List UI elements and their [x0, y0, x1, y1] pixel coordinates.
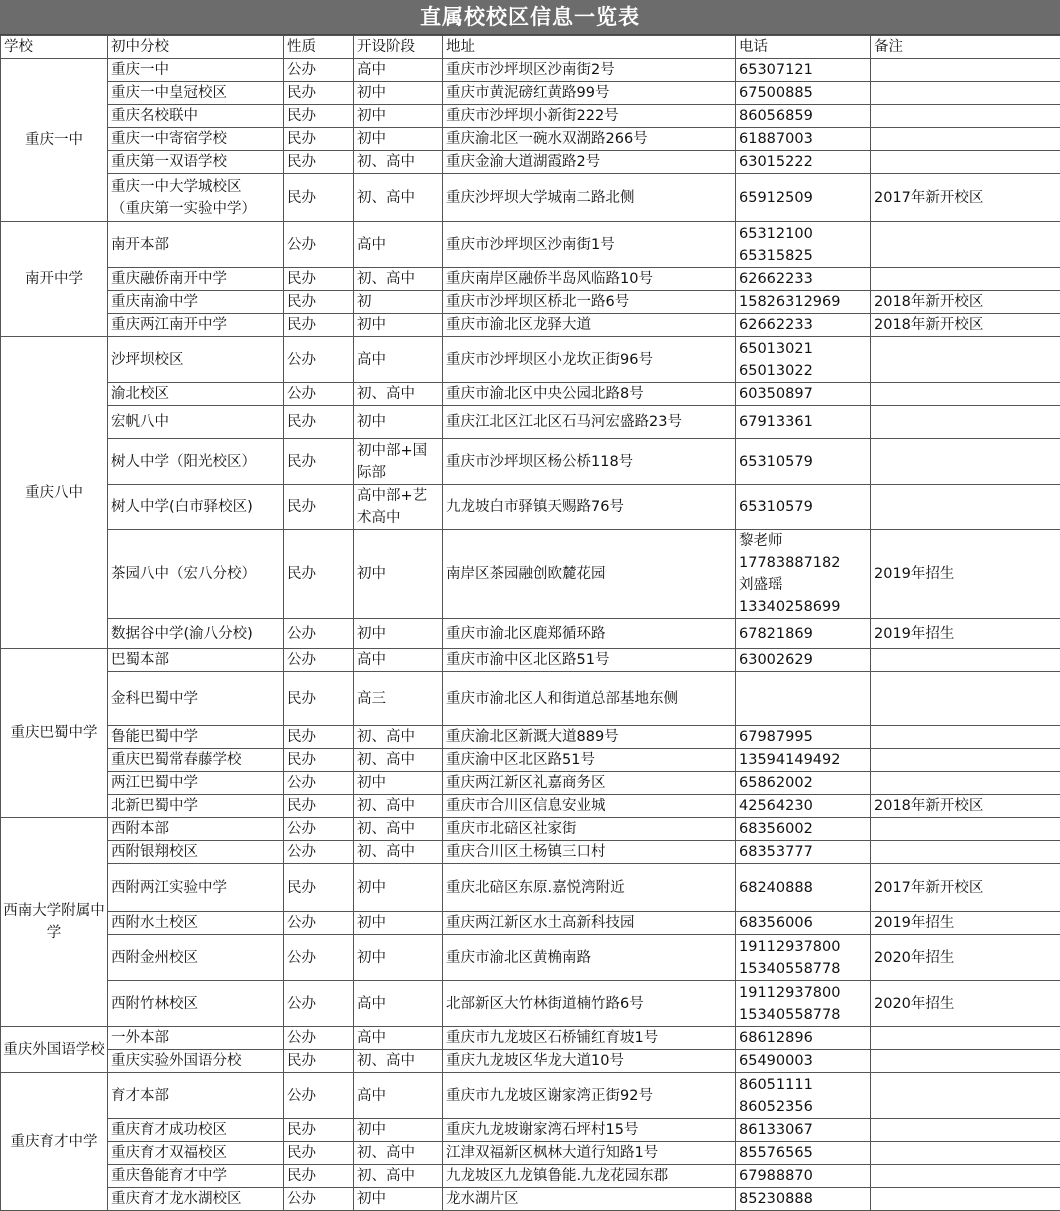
address-cell: 重庆市九龙坡区谢家湾正街92号	[443, 1073, 736, 1119]
note-cell: 2018年新开校区	[871, 291, 1060, 314]
campus-cell: 宏帆八中	[108, 406, 284, 439]
stage-cell: 初中	[354, 105, 443, 128]
stage-cell: 初、高中	[354, 151, 443, 174]
type-cell: 民办	[284, 406, 354, 439]
type-cell: 公办	[284, 1027, 354, 1050]
table-row	[1, 174, 1060, 222]
school-cell: 重庆育才中学	[1, 1073, 108, 1211]
note-cell	[871, 1119, 1060, 1142]
table-row	[1, 841, 1060, 864]
stage-cell: 初中	[354, 772, 443, 795]
phone-cell: 13594149492	[736, 749, 871, 772]
campus-cell: 南开本部	[108, 222, 284, 268]
table-row	[1, 151, 1060, 174]
campus-cell: 鲁能巴蜀中学	[108, 726, 284, 749]
address-cell: 重庆两江新区礼嘉商务区	[443, 772, 736, 795]
phone-cell: 68612896	[736, 1027, 871, 1050]
stage-cell: 初中	[354, 1119, 443, 1142]
table-row	[1, 749, 1060, 772]
table-row	[1, 406, 1060, 439]
stage-cell: 初、高中	[354, 1050, 443, 1073]
phone-cell: 67988870	[736, 1165, 871, 1188]
phone-cell: 63015222	[736, 151, 871, 174]
address-cell: 重庆金渝大道湖霞路2号	[443, 151, 736, 174]
type-cell: 民办	[284, 105, 354, 128]
campus-cell: 渝北校区	[108, 383, 284, 406]
address-cell: 九龙坡白市驿镇天赐路76号	[443, 485, 736, 530]
stage-cell: 高中部+艺术高中	[354, 485, 443, 530]
type-cell: 公办	[284, 59, 354, 82]
stage-cell: 高中	[354, 1073, 443, 1119]
type-cell: 公办	[284, 935, 354, 981]
phone-cell: 15826312969	[736, 291, 871, 314]
table-row	[1, 485, 1060, 530]
address-cell: 重庆渝中区北区路51号	[443, 749, 736, 772]
phone-cell: 67500885	[736, 82, 871, 105]
stage-cell: 初、高中	[354, 795, 443, 818]
note-cell: 2017年新开校区	[871, 174, 1060, 222]
type-cell: 民办	[284, 1050, 354, 1073]
campus-cell: 重庆一中大学城校区 （重庆第一实验中学）	[108, 174, 284, 222]
note-cell: 2020年招生	[871, 981, 1060, 1027]
table-row	[1, 268, 1060, 291]
stage-cell: 初、高中	[354, 1142, 443, 1165]
stage-cell: 初中	[354, 912, 443, 935]
table-row	[1, 912, 1060, 935]
address-cell: 重庆市渝北区中央公园北路8号	[443, 383, 736, 406]
type-cell: 公办	[284, 912, 354, 935]
note-cell	[871, 649, 1060, 672]
note-cell	[871, 268, 1060, 291]
stage-cell: 初、高中	[354, 818, 443, 841]
table-row	[1, 818, 1060, 841]
table-row	[1, 1027, 1060, 1050]
table-row	[1, 772, 1060, 795]
phone-cell: 65013021 65013022	[736, 337, 871, 383]
phone-cell: 86051111 86052356	[736, 1073, 871, 1119]
phone-cell: 63002629	[736, 649, 871, 672]
address-cell: 重庆市北碚区社家街	[443, 818, 736, 841]
phone-cell: 65310579	[736, 439, 871, 485]
type-cell: 民办	[284, 726, 354, 749]
campus-cell: 育才本部	[108, 1073, 284, 1119]
note-cell: 2018年新开校区	[871, 795, 1060, 818]
note-cell	[871, 1165, 1060, 1188]
campus-cell: 西附水土校区	[108, 912, 284, 935]
campus-cell: 西附银翔校区	[108, 841, 284, 864]
type-cell: 民办	[284, 1119, 354, 1142]
campus-cell: 西附竹林校区	[108, 981, 284, 1027]
address-cell: 重庆市沙坪坝区桥北一路6号	[443, 291, 736, 314]
address-cell: 重庆市沙坪坝小新街222号	[443, 105, 736, 128]
stage-cell: 初、高中	[354, 841, 443, 864]
campus-cell: 数据谷中学(渝八分校)	[108, 619, 284, 649]
type-cell: 民办	[284, 128, 354, 151]
address-cell: 南岸区茶园融创欧麓花园	[443, 530, 736, 619]
table-row	[1, 649, 1060, 672]
note-cell	[871, 1050, 1060, 1073]
note-cell	[871, 337, 1060, 383]
school-cell: 重庆外国语学校	[1, 1027, 108, 1073]
note-cell	[871, 59, 1060, 82]
type-cell: 公办	[284, 772, 354, 795]
table-row	[1, 981, 1060, 1027]
type-cell: 公办	[284, 383, 354, 406]
header-phone: 电话	[736, 36, 871, 59]
address-cell: 重庆市渝北区人和街道总部基地东侧	[443, 672, 736, 726]
phone-cell: 60350897	[736, 383, 871, 406]
phone-cell: 黎老师 17783887182 刘盛瑶 13340258699	[736, 530, 871, 619]
type-cell: 民办	[284, 291, 354, 314]
campus-cell: 两江巴蜀中学	[108, 772, 284, 795]
table-row	[1, 383, 1060, 406]
phone-cell	[736, 672, 871, 726]
address-cell: 重庆沙坪坝大学城南二路北侧	[443, 174, 736, 222]
campus-cell: 北新巴蜀中学	[108, 795, 284, 818]
table-row	[1, 1188, 1060, 1211]
type-cell: 民办	[284, 485, 354, 530]
note-cell	[871, 151, 1060, 174]
stage-cell: 初中	[354, 82, 443, 105]
phone-cell: 19112937800 15340558778	[736, 981, 871, 1027]
address-cell: 江津双福新区枫林大道行知路1号	[443, 1142, 736, 1165]
campus-cell: 重庆融侨南开中学	[108, 268, 284, 291]
type-cell: 民办	[284, 82, 354, 105]
stage-cell: 初	[354, 291, 443, 314]
stage-cell: 初、高中	[354, 1165, 443, 1188]
address-cell: 重庆南岸区融侨半岛风临路10号	[443, 268, 736, 291]
table-row	[1, 128, 1060, 151]
note-cell: 2018年新开校区	[871, 314, 1060, 337]
type-cell: 公办	[284, 841, 354, 864]
note-cell: 2019年招生	[871, 619, 1060, 649]
stage-cell: 高三	[354, 672, 443, 726]
phone-cell: 67821869	[736, 619, 871, 649]
note-cell	[871, 772, 1060, 795]
note-cell	[871, 1188, 1060, 1211]
phone-cell: 62662233	[736, 268, 871, 291]
campus-cell: 沙坪坝校区	[108, 337, 284, 383]
address-cell: 重庆市九龙坡区石桥铺红育坡1号	[443, 1027, 736, 1050]
table-row	[1, 935, 1060, 981]
document-title: 直属校校区信息一览表	[0, 0, 1060, 35]
campus-cell: 西附金州校区	[108, 935, 284, 981]
table-row	[1, 795, 1060, 818]
header-note: 备注	[871, 36, 1060, 59]
note-cell	[871, 105, 1060, 128]
campus-cell: 树人中学（阳光校区）	[108, 439, 284, 485]
phone-cell: 65312100 65315825	[736, 222, 871, 268]
stage-cell: 初中	[354, 406, 443, 439]
campus-cell: 重庆两江南开中学	[108, 314, 284, 337]
phone-cell: 65307121	[736, 59, 871, 82]
campus-cell: 重庆育才龙水湖校区	[108, 1188, 284, 1211]
campus-cell: 西附两江实验中学	[108, 864, 284, 912]
type-cell: 民办	[284, 1142, 354, 1165]
table-row	[1, 105, 1060, 128]
stage-cell: 高中	[354, 649, 443, 672]
address-cell: 重庆市沙坪坝区沙南街2号	[443, 59, 736, 82]
type-cell: 公办	[284, 1073, 354, 1119]
type-cell: 民办	[284, 530, 354, 619]
note-cell	[871, 672, 1060, 726]
address-cell: 重庆市沙坪坝区小龙坎正街96号	[443, 337, 736, 383]
address-cell: 九龙坡区九龙镇鲁能.九龙花园东郡	[443, 1165, 736, 1188]
stage-cell: 初、高中	[354, 726, 443, 749]
address-cell: 龙水湖片区	[443, 1188, 736, 1211]
stage-cell: 高中	[354, 981, 443, 1027]
header-school: 学校	[1, 36, 108, 59]
phone-cell: 85576565	[736, 1142, 871, 1165]
phone-cell: 65310579	[736, 485, 871, 530]
table-row	[1, 619, 1060, 649]
campus-cell: 重庆育才双福校区	[108, 1142, 284, 1165]
type-cell: 民办	[284, 268, 354, 291]
note-cell	[871, 1027, 1060, 1050]
type-cell: 公办	[284, 1188, 354, 1211]
school-cell: 重庆巴蜀中学	[1, 649, 108, 818]
campus-cell: 金科巴蜀中学	[108, 672, 284, 726]
note-cell	[871, 222, 1060, 268]
address-cell: 重庆市渝北区鹿郑循环路	[443, 619, 736, 649]
school-cell: 南开中学	[1, 222, 108, 337]
table-body	[1, 36, 1060, 1211]
table-row	[1, 314, 1060, 337]
campus-cell: 重庆南渝中学	[108, 291, 284, 314]
phone-cell: 67913361	[736, 406, 871, 439]
table-row	[1, 337, 1060, 383]
note-cell	[871, 1142, 1060, 1165]
type-cell: 公办	[284, 619, 354, 649]
stage-cell: 初、高中	[354, 749, 443, 772]
type-cell: 公办	[284, 337, 354, 383]
note-cell: 2019年招生	[871, 912, 1060, 935]
campus-cell: 重庆实验外国语分校	[108, 1050, 284, 1073]
address-cell: 重庆合川区土杨镇三口村	[443, 841, 736, 864]
type-cell: 民办	[284, 864, 354, 912]
type-cell: 民办	[284, 795, 354, 818]
phone-cell: 86133067	[736, 1119, 871, 1142]
type-cell: 民办	[284, 314, 354, 337]
school-cell: 西南大学附属中学	[1, 818, 108, 1027]
header-campus: 初中分校	[108, 36, 284, 59]
table-row	[1, 1119, 1060, 1142]
phone-cell: 65862002	[736, 772, 871, 795]
table-row	[1, 864, 1060, 912]
table-row	[1, 59, 1060, 82]
type-cell: 民办	[284, 439, 354, 485]
note-cell	[871, 1073, 1060, 1119]
school-cell: 重庆八中	[1, 337, 108, 649]
table-row	[1, 291, 1060, 314]
note-cell	[871, 82, 1060, 105]
address-cell: 重庆渝北区新溉大道889号	[443, 726, 736, 749]
type-cell: 公办	[284, 818, 354, 841]
table-row	[1, 439, 1060, 485]
stage-cell: 初、高中	[354, 383, 443, 406]
stage-cell: 高中	[354, 59, 443, 82]
address-cell: 重庆渝北区一碗水双湖路266号	[443, 128, 736, 151]
phone-cell: 85230888	[736, 1188, 871, 1211]
note-cell: 2020年招生	[871, 935, 1060, 981]
phone-cell: 67987995	[736, 726, 871, 749]
phone-cell: 19112937800 15340558778	[736, 935, 871, 981]
stage-cell: 高中	[354, 337, 443, 383]
type-cell: 民办	[284, 749, 354, 772]
table-row	[1, 82, 1060, 105]
campus-cell: 重庆一中皇冠校区	[108, 82, 284, 105]
address-cell: 重庆市渝中区北区路51号	[443, 649, 736, 672]
phone-cell: 68356006	[736, 912, 871, 935]
address-cell: 重庆市沙坪坝区沙南街1号	[443, 222, 736, 268]
stage-cell: 初、高中	[354, 268, 443, 291]
type-cell: 民办	[284, 672, 354, 726]
phone-cell: 68356002	[736, 818, 871, 841]
stage-cell: 高中	[354, 1027, 443, 1050]
address-cell: 重庆市沙坪坝区杨公桥118号	[443, 439, 736, 485]
phone-cell: 86056859	[736, 105, 871, 128]
campus-cell: 西附本部	[108, 818, 284, 841]
address-cell: 重庆市黄泥磅红黄路99号	[443, 82, 736, 105]
stage-cell: 初中部+国际部	[354, 439, 443, 485]
campus-cell: 茶园八中（宏八分校）	[108, 530, 284, 619]
phone-cell: 65912509	[736, 174, 871, 222]
type-cell: 公办	[284, 649, 354, 672]
campus-cell: 树人中学(白市驿校区)	[108, 485, 284, 530]
header-stage: 开设阶段	[354, 36, 443, 59]
stage-cell: 初中	[354, 864, 443, 912]
note-cell	[871, 749, 1060, 772]
stage-cell: 初中	[354, 314, 443, 337]
campus-cell: 重庆巴蜀常春藤学校	[108, 749, 284, 772]
address-cell: 重庆北碚区东原.嘉悦湾附近	[443, 864, 736, 912]
stage-cell: 高中	[354, 222, 443, 268]
stage-cell: 初中	[354, 128, 443, 151]
address-cell: 北部新区大竹林街道楠竹路6号	[443, 981, 736, 1027]
note-cell	[871, 406, 1060, 439]
campus-cell: 重庆鲁能育才中学	[108, 1165, 284, 1188]
address-cell: 重庆两江新区水土高新科技园	[443, 912, 736, 935]
stage-cell: 初、高中	[354, 174, 443, 222]
address-cell: 重庆市渝北区龙驿大道	[443, 314, 736, 337]
address-cell: 重庆九龙坡区华龙大道10号	[443, 1050, 736, 1073]
table-row	[1, 726, 1060, 749]
note-cell	[871, 128, 1060, 151]
note-cell	[871, 726, 1060, 749]
phone-cell: 68353777	[736, 841, 871, 864]
header-address: 地址	[443, 36, 736, 59]
phone-cell: 42564230	[736, 795, 871, 818]
note-cell: 2017年新开校区	[871, 864, 1060, 912]
note-cell: 2019年招生	[871, 530, 1060, 619]
note-cell	[871, 841, 1060, 864]
campus-cell: 重庆名校联中	[108, 105, 284, 128]
campus-table	[0, 35, 1060, 1211]
school-cell: 重庆一中	[1, 59, 108, 222]
table-row	[1, 1142, 1060, 1165]
note-cell	[871, 383, 1060, 406]
phone-cell: 68240888	[736, 864, 871, 912]
type-cell: 民办	[284, 1165, 354, 1188]
address-cell: 重庆市渝北区黄桷南路	[443, 935, 736, 981]
phone-cell: 61887003	[736, 128, 871, 151]
table-header-row	[1, 36, 1060, 59]
address-cell: 重庆市合川区信息安业城	[443, 795, 736, 818]
phone-cell: 65490003	[736, 1050, 871, 1073]
campus-cell: 重庆一中	[108, 59, 284, 82]
type-cell: 公办	[284, 222, 354, 268]
note-cell	[871, 818, 1060, 841]
table-row	[1, 222, 1060, 268]
note-cell	[871, 439, 1060, 485]
note-cell	[871, 485, 1060, 530]
address-cell: 重庆江北区江北区石马河宏盛路23号	[443, 406, 736, 439]
campus-cell: 重庆一中寄宿学校	[108, 128, 284, 151]
table-row	[1, 1165, 1060, 1188]
campus-cell: 一外本部	[108, 1027, 284, 1050]
campus-cell: 重庆育才成功校区	[108, 1119, 284, 1142]
type-cell: 公办	[284, 981, 354, 1027]
table-row	[1, 1073, 1060, 1119]
phone-cell: 62662233	[736, 314, 871, 337]
table-row	[1, 672, 1060, 726]
campus-cell: 巴蜀本部	[108, 649, 284, 672]
stage-cell: 初中	[354, 619, 443, 649]
stage-cell: 初中	[354, 1188, 443, 1211]
campus-cell: 重庆第一双语学校	[108, 151, 284, 174]
table-row	[1, 1050, 1060, 1073]
type-cell: 民办	[284, 174, 354, 222]
table-row	[1, 530, 1060, 619]
header-type: 性质	[284, 36, 354, 59]
stage-cell: 初中	[354, 530, 443, 619]
address-cell: 重庆九龙坡谢家湾石坪村15号	[443, 1119, 736, 1142]
type-cell: 民办	[284, 151, 354, 174]
stage-cell: 初中	[354, 935, 443, 981]
